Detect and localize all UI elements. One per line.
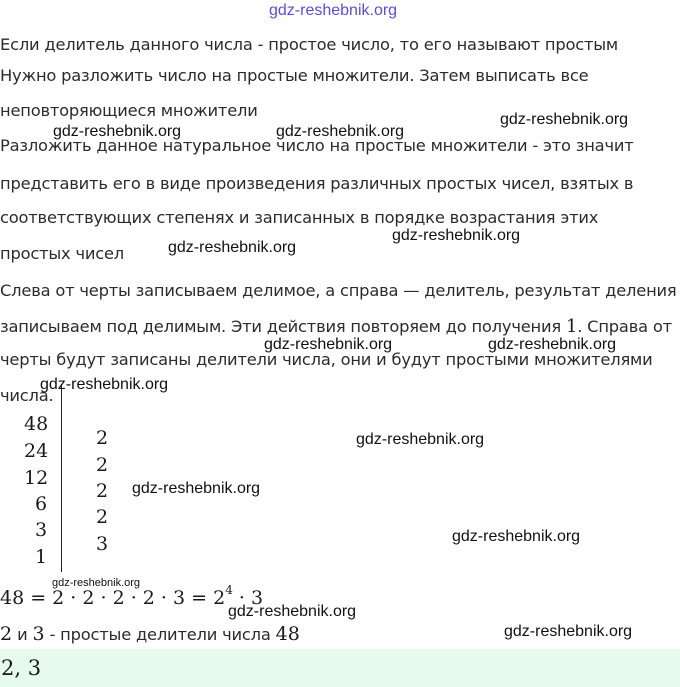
conclusion-48: 48 (275, 623, 300, 645)
conclusion-three: 3 (32, 623, 45, 645)
watermark: gdz-reshebnik.org (488, 336, 617, 353)
paragraph-procedure-line-3: черты будут записаны делители числа, они и будут простыми множителями (0, 350, 653, 369)
watermark: gdz-reshebnik.org (53, 123, 182, 140)
paragraph-definition: Если делитель данного числа - простое число, то его называют простым (0, 35, 618, 54)
site-link[interactable]: gdz-reshebnik.org (269, 2, 398, 19)
equation-exponent: 4 (225, 582, 233, 597)
watermark: gdz-reshebnik.org (40, 376, 169, 393)
equation-tail: · 3 (232, 587, 264, 609)
dividend-1: 1 (35, 546, 48, 568)
paragraph-method-line-2: неповторяющиеся множители (0, 101, 258, 120)
conclusion-and: и (12, 625, 33, 644)
dividend-48: 48 (24, 413, 49, 435)
dividend-12: 12 (24, 467, 49, 489)
factorization-divider (61, 384, 62, 572)
conclusion-text: - простые делители числа (44, 625, 276, 644)
divisor-5: 3 (96, 533, 109, 555)
paragraph-explain-line-3: соответствующих степенях и записанных в порядке возрастания этих (0, 208, 599, 227)
conclusion-line (0, 623, 300, 645)
paragraph-procedure-line-4: числа. (0, 386, 54, 405)
dividend-6: 6 (35, 493, 48, 515)
watermark: gdz-reshebnik.org (264, 336, 393, 353)
answer-value: 2, 3 (1, 656, 42, 680)
watermark: gdz-reshebnik.org (168, 239, 297, 256)
watermark: gdz-reshebnik.org (276, 123, 405, 140)
watermark: gdz-reshebnik.org (228, 603, 357, 620)
paragraph-method-line-1: Нужно разложить число на простые множители. Затем выписать все (0, 66, 589, 85)
divisor-3: 2 (96, 480, 109, 502)
divisor-2: 2 (96, 454, 109, 476)
dividend-3: 3 (35, 519, 48, 541)
paragraph-explain-line-4: простых чисел (0, 244, 125, 263)
answer-box (0, 649, 680, 687)
watermark-small: gdz-reshebnik.org (52, 577, 141, 589)
divisor-1: 2 (96, 427, 109, 449)
watermark: gdz-reshebnik.org (356, 431, 485, 448)
paragraph-explain-line-2: представить его в виде произведения различных простых чисел, взятых в (0, 174, 634, 193)
conclusion-two: 2 (0, 623, 13, 645)
paragraph-explain-line-1: Разложить данное натуральное число на простые множители - это значит (0, 136, 634, 155)
divisor-4: 2 (96, 506, 109, 528)
watermark: gdz-reshebnik.org (452, 528, 581, 545)
paragraph-procedure-line-1: Слева от черты записываем делимое, а справа — делитель, результат деления (0, 281, 677, 300)
paragraph-procedure-line-2 (0, 316, 672, 337)
dividend-24: 24 (24, 440, 49, 462)
watermark: gdz-reshebnik.org (132, 480, 261, 497)
procedure-text: записываем под делимым. Эти действия повторяем до получения (0, 317, 561, 336)
watermark: gdz-reshebnik.org (392, 227, 521, 244)
procedure-one: 1 (565, 316, 578, 337)
procedure-tail: . Справа от (577, 317, 672, 336)
equation-main: 48 = 2 · 2 · 2 · 2 · 3 = 2 (0, 587, 226, 609)
watermark: gdz-reshebnik.org (500, 111, 629, 128)
watermark: gdz-reshebnik.org (504, 623, 633, 640)
